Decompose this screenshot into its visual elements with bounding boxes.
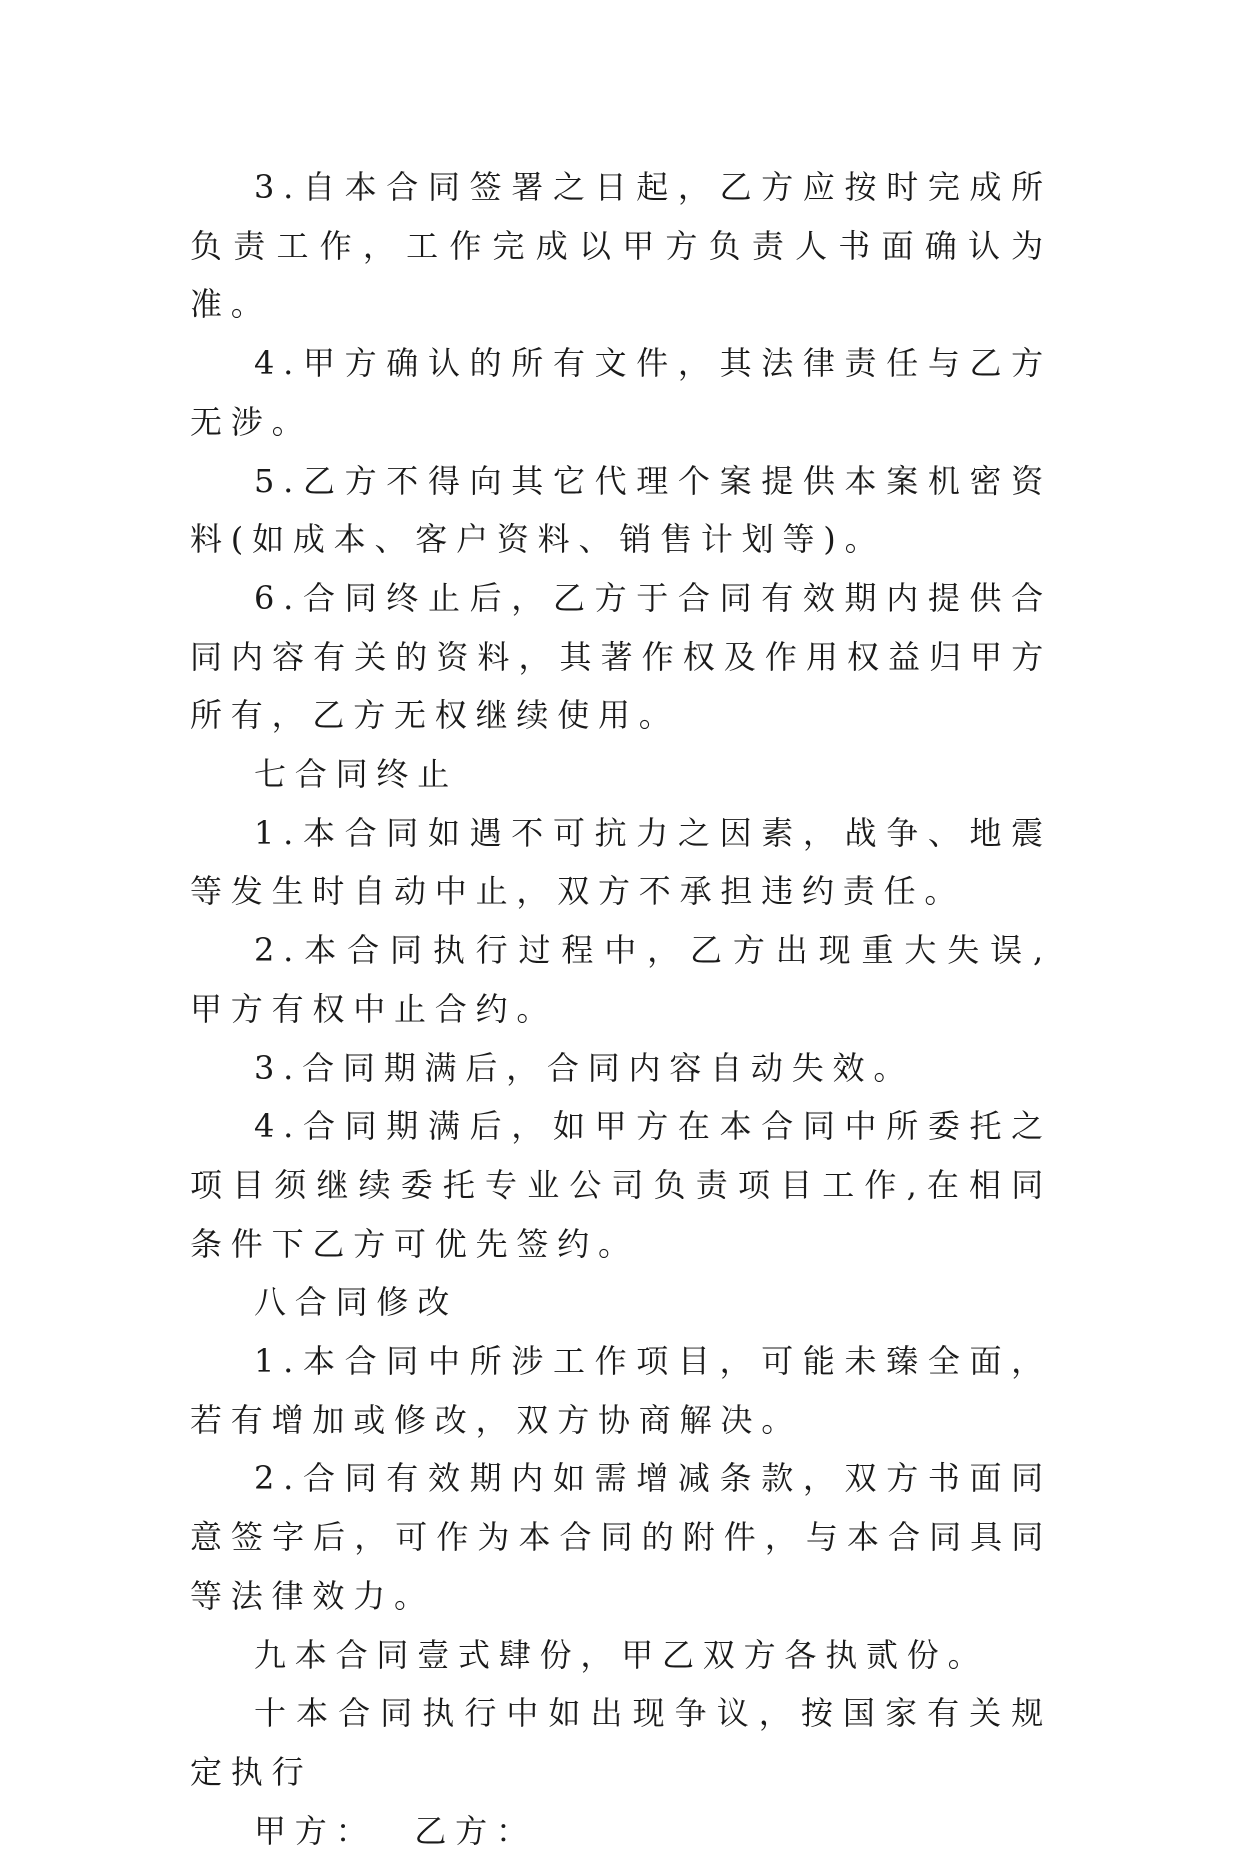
- clause-7-2: 2.本合同执行过程中，乙方出现重大失误,甲方有权中止合约。: [190, 931, 1052, 1028]
- clause-7-4: 4.合同期满后，如甲方在本合同中所委托之项目须继续委托专业公司负责项目工作,在相同条件下乙方可优先签约。: [190, 1107, 1052, 1263]
- clause-7-3: 3.合同期满后，合同内容自动失效。: [254, 1048, 915, 1087]
- clause-8-1: 1.本合同中所涉工作项目，可能未臻全面，若有增加或修改，双方协商解决。: [190, 1342, 1052, 1439]
- clause-6-4: 4.甲方确认的所有文件，其法律责任与乙方无涉。: [190, 344, 1052, 441]
- section-10: 十本合同执行中如出现争议，按国家有关规定执行: [190, 1694, 1052, 1791]
- section-heading-7: 七合同终止: [254, 755, 459, 794]
- section-9: 九本合同壹式肆份，甲乙双方各执贰份。: [254, 1635, 989, 1674]
- clause-8-2: 2.合同有效期内如需增减条款，双方书面同意签字后，可作为本合同的附件，与本合同具同等法律效力。: [190, 1459, 1052, 1615]
- clause-6-6: 6.合同终止后，乙方于合同有效期内提供合同内容有关的资料，其著作权及作用权益归甲方所有，乙方无权继续使用。: [190, 578, 1052, 735]
- section-heading-8: 八合同修改: [254, 1283, 459, 1322]
- signature-line: 甲方： 乙方：: [254, 1811, 537, 1850]
- clause-6-5: 5.乙方不得向其它代理个案提供本案机密资料(如成本、客户资料、销售计划等)。: [190, 461, 1052, 559]
- clause-6-3: 3.自本合同签署之日起，乙方应按时完成所负责工作，工作完成以甲方负责人书面确认为准。: [190, 168, 1052, 324]
- clause-7-1: 1.本合同如遇不可抗力之因素，战争、地震等发生时自动中止，双方不承担违约责任。: [190, 813, 1052, 911]
- document-body: [190, 158, 1052, 1860]
